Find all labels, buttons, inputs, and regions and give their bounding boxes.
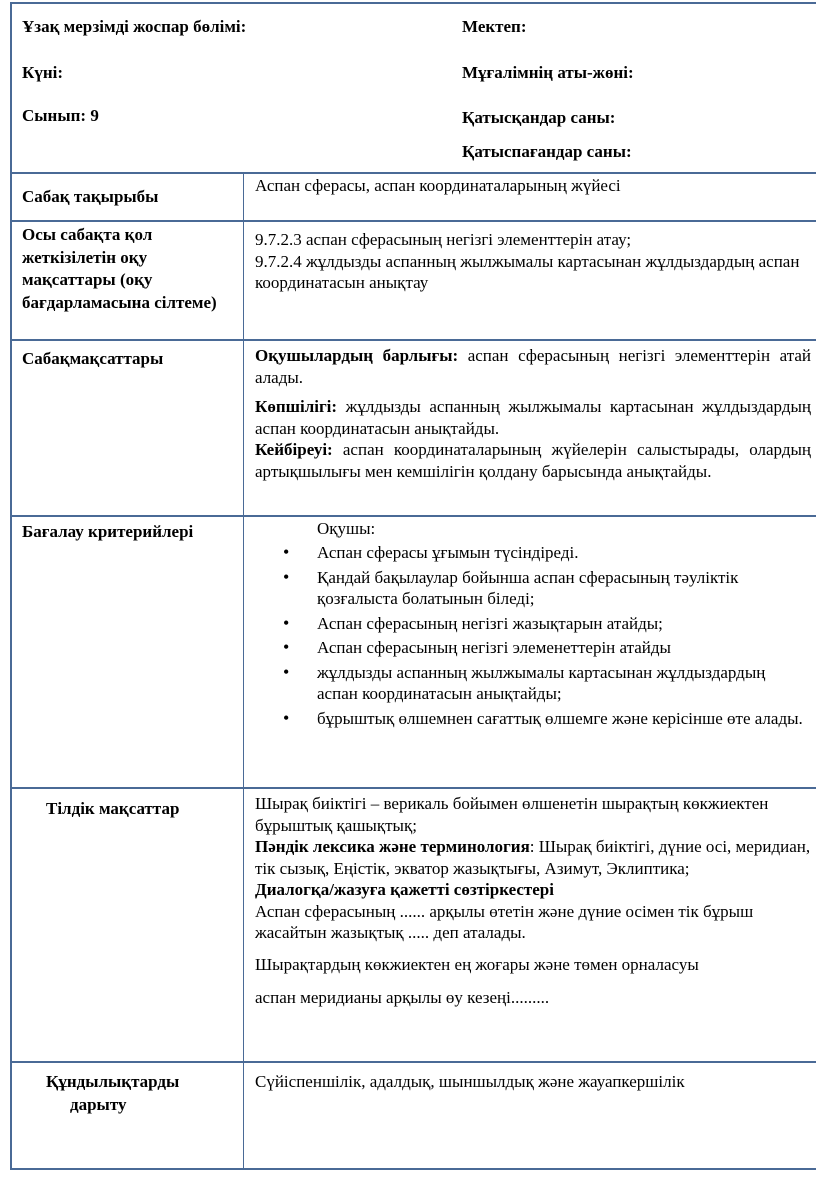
goal-some-label: Кейбіреуі: (255, 440, 333, 459)
language-definition: Шырақ биіктігі – верикаль бойымен өлшенетін шырақтың көкжиектен бұрыштық қашықтық; (255, 794, 769, 835)
values-value: Сүйіспеншілік, адалдық, шыншылдық және жауапкершілік (255, 1072, 685, 1091)
school-label: Мектеп: (462, 17, 527, 36)
objectives-value (255, 229, 811, 294)
row-divider (10, 339, 816, 341)
column-divider (243, 172, 244, 1168)
goal-all (255, 345, 811, 388)
phrases-label (255, 879, 811, 901)
row-divider (10, 172, 816, 174)
language-label: Тілдік мақсаттар (46, 799, 180, 818)
row-divider (10, 515, 816, 517)
goal-some (255, 439, 811, 482)
grade-label: Сынып: 9 (22, 106, 99, 125)
language-value (255, 793, 811, 1009)
goal-some-text: аспан координаталарының жүйелерін салыстырады, олардың артықшылығы мен кемшілігін қолдану барысында анықтайды. (255, 440, 811, 481)
phrases-label-text: Диалогқа/жазуға қажетті сөзтіркестері (255, 880, 554, 899)
criteria-item: • Аспан сферасының негізгі элеменеттерін атайды (283, 637, 803, 659)
criteria-item: • Қандай бақылаулар бойынша аспан сферасының тәуліктік қозғалыста болатынын біледі; (283, 567, 803, 610)
absent-count-label: Қатыспағандар саны: (462, 142, 632, 161)
criteria-intro: Оқушы: (317, 519, 376, 538)
goal-all-text: аспан сферасының негізгі элементтерін атай алады. (255, 346, 811, 387)
objective-line: 9.7.2.4 жұлдызды аспанның жылжымалы картасынан жұлдыздардың аспан координатасын анықтау (255, 251, 800, 292)
vocabulary (255, 836, 811, 879)
phrase: Аспан сферасының ...... арқылы өтетін және дүние осімен тік бұрыш жасайтын жазықтық ..... деп аталады. (255, 901, 754, 942)
values-label-line: дарыту (70, 1094, 127, 1114)
criteria-item: • Аспан сферасының негізгі жазықтарын атайды; (283, 613, 803, 635)
objective-line: 9.7.2.3 аспан сферасының негізгі элементтерін атау; (255, 230, 632, 249)
lesson-goals-value (255, 345, 811, 482)
vocabulary-text: : Шырақ биіктігі, дүние осі, меридиан, тік сызық, Еңістік, экватор жазықтығы, Азимут, Эклиптика; (255, 837, 811, 878)
phrase: аспан меридианы арқылы өу кезеңі......... (255, 988, 550, 1007)
criteria-item: • жұлдызды аспанның жылжымалы картасынан жұлдыздардың аспан координатасын анықтайды; (283, 662, 803, 705)
criteria-list (283, 542, 803, 732)
goal-most-label: Көпшілігі: (255, 397, 338, 416)
plan-section-label: Ұзақ мерзімді жоспар бөлімі: (22, 17, 247, 36)
objectives-label: Осы сабақта қол жеткізілетін оқу мақсаттары (оқу бағдарламасына сілтеме) (22, 225, 217, 312)
goal-most (255, 396, 811, 439)
goal-most-text: жұлдызды аспанның жылжымалы картасынан жұлдыздардың аспан координатасын анықтайды. (255, 397, 811, 438)
topic-value: Аспан сферасы, аспан координаталарының жүйесі (255, 176, 621, 195)
goal-all-label: Оқушылардың барлығы: (255, 346, 459, 365)
values-label (46, 1071, 262, 1116)
row-divider (10, 787, 816, 789)
criteria-item: • Аспан сферасы ұғымын түсіндіреді. (283, 542, 803, 564)
topic-label: Сабақ тақырыбы (22, 187, 159, 206)
phrase: Шырақтардың көкжиектен ең жоғары және төмен орналасуы (255, 954, 699, 974)
vocabulary-label: Пәндік лексика және терминология (255, 837, 530, 856)
criteria-label: Бағалау критерийлері (22, 522, 194, 541)
lesson-goals-label: Сабақмақсаттары (22, 349, 164, 368)
row-divider (10, 220, 816, 222)
present-count-label: Қатысқандар саны: (462, 108, 616, 127)
teacher-label: Мұғалімнің аты-жөні: (462, 63, 634, 82)
date-label: Күні: (22, 63, 64, 82)
values-label-line: Құндылықтарды (46, 1072, 180, 1091)
row-divider (10, 1061, 816, 1063)
criteria-item: • бұрыштық өлшемнен сағаттық өлшемге және керісінше өте алады. (283, 708, 803, 730)
